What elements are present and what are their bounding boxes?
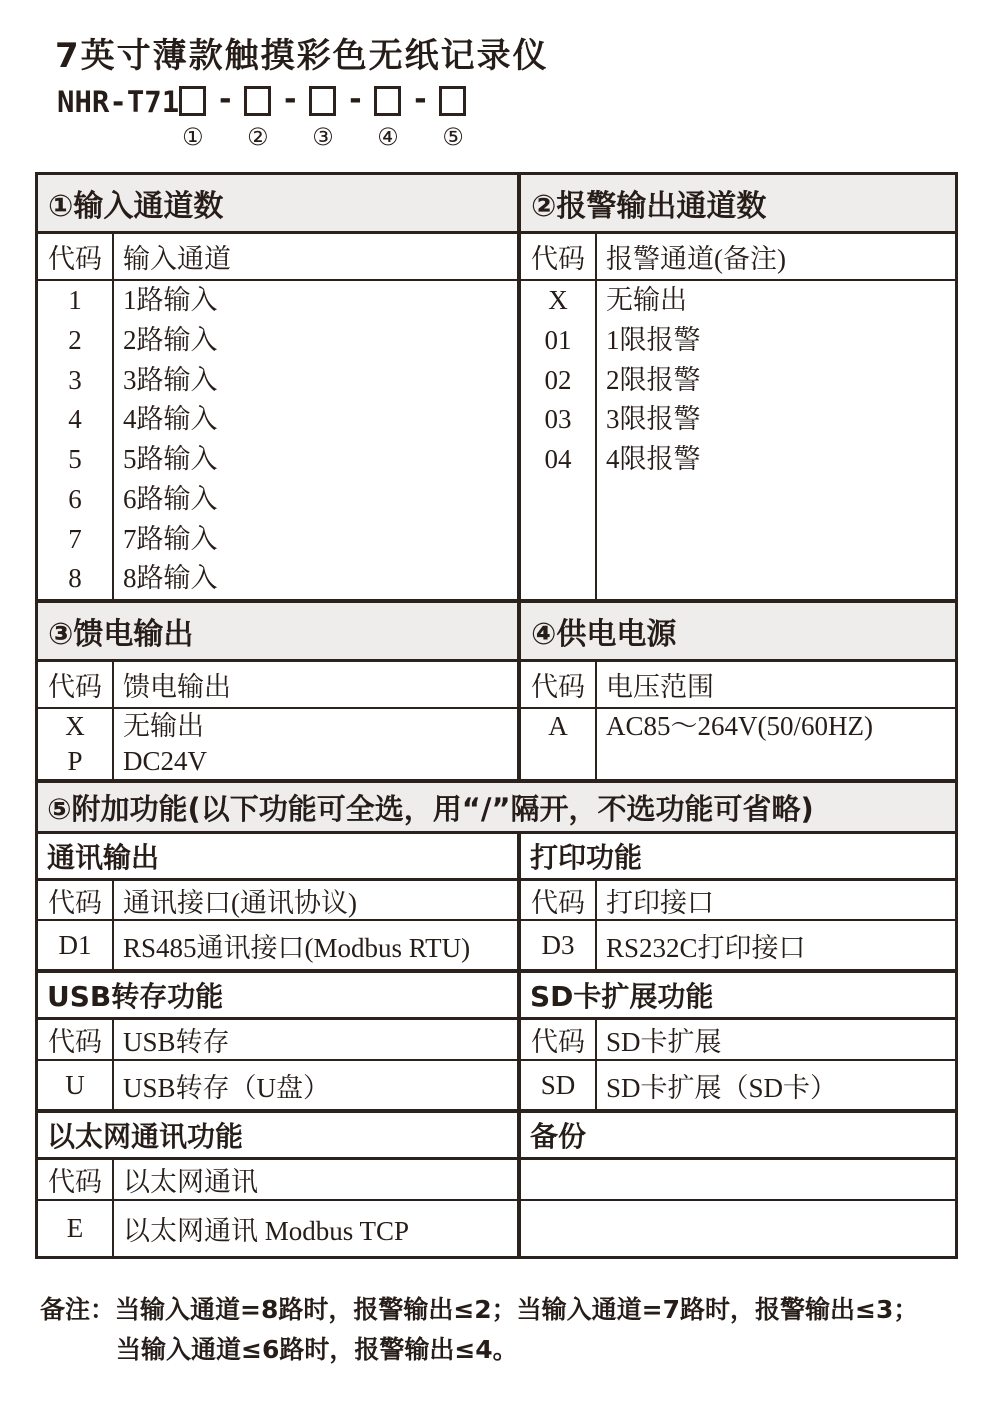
section-sd [521, 973, 955, 1109]
section-comm-header: 通讯输出 [38, 834, 517, 881]
section-supply-colheader [521, 662, 955, 709]
section-ethernet-header: 以太网通讯功能 [38, 1113, 517, 1160]
section-ethernet [38, 1113, 521, 1256]
code-header: 代码 [521, 234, 597, 279]
section-usb-header: USB转存功能 [38, 973, 517, 1020]
model-dash: - [346, 82, 365, 117]
band-ethernet-backup [38, 1109, 955, 1256]
code-column [521, 709, 597, 779]
code-cell: 03 [544, 404, 572, 435]
desc-cell: 2限报警 [606, 364, 701, 395]
code-header: 代码 [38, 1160, 114, 1199]
desc-column [597, 281, 955, 599]
table-row [38, 1061, 517, 1109]
model-slot-1 [179, 86, 206, 149]
desc-cell: 6路输入 [123, 483, 218, 514]
section-input-header: ①输入通道数 [38, 175, 517, 234]
desc-column [114, 709, 517, 779]
desc-cell: 无输出 [606, 285, 687, 315]
section-sd-header: SD卡扩展功能 [521, 973, 955, 1020]
code-cell: U [38, 1061, 114, 1109]
section-sd-colheader [521, 1020, 955, 1061]
band-usb-sd [38, 969, 955, 1109]
model-dash: - [216, 82, 235, 117]
code-header: 代码 [38, 1020, 114, 1059]
model-slot-4 [374, 86, 401, 149]
code-cell: 3 [68, 364, 82, 395]
section-alarm-body [521, 281, 955, 599]
section-input-body [38, 281, 517, 599]
code-header: 代码 [38, 662, 114, 707]
desc-column [597, 709, 955, 779]
model-prefix: NHR-T71 [57, 85, 180, 119]
code-cell: 4 [68, 404, 82, 435]
code-cell: 5 [68, 444, 82, 474]
desc-cell: 4路输入 [123, 404, 218, 435]
code-header: 代码 [521, 662, 597, 707]
desc-cell: SD卡扩展（SD卡） [606, 1072, 838, 1103]
section-supply-header: ④供电电源 [521, 603, 955, 662]
table-row [38, 921, 517, 969]
section-input [38, 175, 521, 599]
desc-cell: RS232C打印接口 [606, 932, 806, 963]
backup-empty-row [521, 1160, 955, 1201]
model-box-2 [244, 86, 271, 116]
slot-index-2: ② [247, 123, 269, 151]
page-title: 7英寸薄款触摸彩色无纸记录仪 [55, 36, 549, 76]
code-cell: D1 [38, 921, 114, 969]
code-cell: 01 [544, 324, 572, 355]
model-box-5 [439, 86, 466, 116]
desc-cell: 3路输入 [123, 364, 218, 395]
model-dash: - [411, 82, 430, 117]
desc-cell: 1路输入 [123, 285, 218, 315]
desc-cell: 3限报警 [606, 404, 701, 435]
section-alarm-header: ②报警输出通道数 [521, 175, 955, 234]
code-header: 代码 [521, 1020, 597, 1059]
desc-cell: RS485通讯接口(Modbus RTU) [123, 932, 471, 963]
desc-cell: 7路输入 [123, 523, 218, 554]
band-input-alarm [38, 175, 955, 599]
desc-header: SD卡扩展 [606, 1027, 722, 1057]
section-supply [521, 603, 955, 779]
model-slot-5 [439, 86, 466, 149]
desc-cell: 5路输入 [123, 444, 218, 474]
desc-cell: 以太网通讯 Modbus TCP [123, 1216, 410, 1246]
desc-cell: AC85～264V(50/60HZ) [606, 711, 873, 741]
section-print-colheader [521, 881, 955, 921]
desc-header: 报警通道(备注) [606, 244, 786, 274]
section-supply-body [521, 709, 955, 779]
note-line-2: 当输入通道≤6路时，报警输出≤4。 [116, 1335, 518, 1364]
slot-index-3: ③ [312, 123, 334, 151]
desc-cell: 无输出 [123, 711, 204, 741]
code-cell: X [65, 711, 85, 741]
desc-header: 通讯接口(通讯协议) [123, 887, 357, 918]
section-print [521, 834, 955, 969]
code-header: 代码 [38, 881, 114, 919]
model-slot-3 [309, 86, 336, 149]
section-comm [38, 834, 521, 969]
code-cell: 7 [68, 523, 82, 554]
code-cell: SD [521, 1061, 597, 1109]
section-ethernet-colheader [38, 1160, 517, 1201]
code-cell: P [67, 746, 83, 776]
table-row [521, 921, 955, 969]
spec-table [35, 172, 958, 1259]
desc-header: 打印接口 [606, 887, 714, 918]
section-feed-body [38, 709, 517, 779]
code-header: 代码 [521, 881, 597, 919]
code-cell: 1 [68, 285, 82, 315]
code-column [521, 281, 597, 599]
footer-note [40, 1290, 918, 1370]
code-cell: A [548, 711, 568, 741]
section-feed [38, 603, 521, 779]
desc-cell: USB转存（U盘） [123, 1072, 331, 1103]
code-cell: E [38, 1201, 114, 1256]
desc-header: 输入通道 [123, 244, 231, 274]
section-feed-colheader [38, 662, 517, 709]
desc-cell: 2路输入 [123, 324, 218, 355]
code-cell: 2 [68, 324, 82, 355]
desc-header: USB转存 [123, 1027, 230, 1057]
band-feed-supply [38, 599, 955, 779]
desc-header: 馈电输出 [123, 672, 231, 702]
code-cell: 02 [544, 364, 572, 395]
code-column [38, 281, 114, 599]
section-usb [38, 973, 521, 1109]
code-cell: D3 [521, 921, 597, 969]
addon-banner: ⑤附加功能(以下功能可全选，用“/”隔开，不选功能可省略) [38, 783, 955, 831]
code-cell: X [548, 285, 568, 315]
band-addon-banner [38, 779, 955, 831]
section-alarm-colheader [521, 234, 955, 281]
model-dash: - [281, 82, 300, 117]
slot-index-1: ① [181, 123, 204, 151]
section-comm-colheader [38, 881, 517, 921]
code-column [38, 709, 114, 779]
model-slot-2 [244, 86, 271, 149]
slot-index-4: ④ [377, 123, 399, 151]
slot-index-5: ⑤ [442, 123, 464, 151]
backup-empty-row [521, 1201, 955, 1256]
code-cell: 8 [68, 563, 82, 594]
desc-cell: 1限报警 [606, 324, 701, 355]
desc-header: 电压范围 [606, 672, 714, 702]
section-alarm [521, 175, 955, 599]
model-box-3 [309, 86, 336, 116]
desc-cell: 4限报警 [606, 444, 701, 474]
desc-column [114, 281, 517, 599]
section-feed-header: ③馈电输出 [38, 603, 517, 662]
code-cell: 6 [68, 483, 82, 514]
desc-header: 以太网通讯 [123, 1167, 258, 1197]
section-backup-header: 备份 [521, 1113, 955, 1160]
model-box-1 [179, 86, 206, 116]
section-print-header: 打印功能 [521, 834, 955, 881]
table-row [38, 1201, 517, 1256]
section-usb-colheader [38, 1020, 517, 1061]
code-header: 代码 [38, 234, 114, 279]
model-box-4 [374, 86, 401, 116]
band-comm-print [38, 831, 955, 969]
table-row [521, 1061, 955, 1109]
note-line-1: 备注：当输入通道=8路时，报警输出≤2；当输入通道=7路时，报警输出≤3； [40, 1295, 919, 1324]
model-code [57, 82, 466, 151]
section-input-colheader [38, 234, 517, 281]
section-backup [521, 1113, 955, 1256]
desc-cell: DC24V [123, 746, 208, 776]
desc-cell: 8路输入 [123, 563, 218, 594]
code-cell: 04 [544, 444, 572, 474]
